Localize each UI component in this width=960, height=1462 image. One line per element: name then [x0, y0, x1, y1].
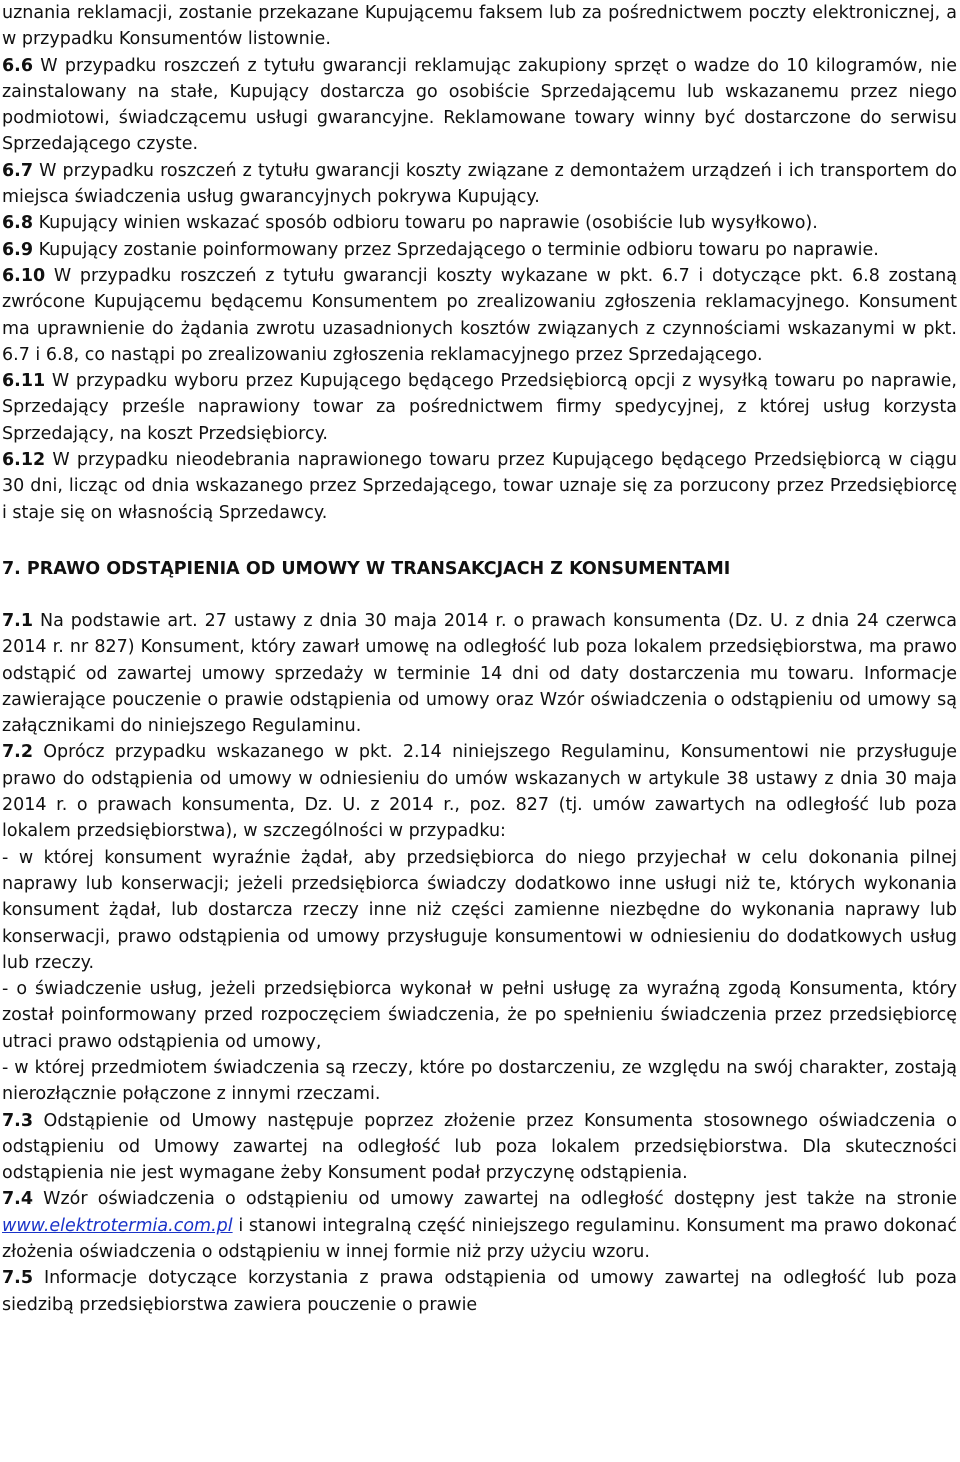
clause-6-10 — [2, 263, 957, 368]
clause-text: W przypadku nieodebrania naprawionego towaru przez Kupującego będącego Przedsiębiorcą w ciągu 30 dni, licząc od dnia wskazanego przez Sprzedającego, towar uznaje się za porzucony przez Przedsiębiorcę i staje się on własnością Sprzedawcy. — [2, 450, 957, 523]
clause-7-5 — [2, 1265, 957, 1318]
clause-number: 6.11 — [2, 371, 46, 392]
list-item: - w której przedmiotem świadczenia są rzeczy, które po dostarczeniu, ze względu na swój charakter, zostają nierozłącznie połączone z innymi rzeczami. — [2, 1057, 957, 1105]
clause-text: Kupujący zostanie poinformowany przez Sprzedającego o terminie odbioru towaru po naprawie. — [33, 239, 879, 260]
clause-text: Informacje dotyczące korzystania z prawa odstąpienia od umowy zawartej na odległość lub poza siedzibą przedsiębiorstwa zawiera pouczenie o prawie — [2, 1268, 957, 1315]
clause-7-4 — [2, 1186, 957, 1265]
clause-number: 7.1 — [2, 610, 34, 631]
clause-number: 7.3 — [2, 1110, 34, 1131]
clause-text: W przypadku roszczeń z tytułu gwarancji koszty wykazane w pkt. 6.7 i dotyczące pkt. 6.8 zostaną zwrócone Kupującemu będącemu Konsumentem po zrealizowaniu zgłoszenia reklamacyjnego. Konsument ma uprawnienie do żądania zwrotu uzasadnionych kosztów związanych z czynnościami wskazanymi w pkt. 6.7 i 6.8, co nastąpi po zrealizowaniu zgłoszenia reklamacyjnego przez Sprzedającego. — [2, 265, 957, 365]
clause-text: i stanowi integralną część niniejszego regulaminu. Konsument ma prawo dokonać złożenia oświadczenia o odstąpieniu w innej formie niż przy użyciu wzoru. — [2, 1215, 957, 1263]
clause-6-6 — [2, 53, 957, 158]
clause-number: 6.7 — [2, 160, 34, 181]
clause-text: Odstąpienie od Umowy następuje poprzez złożenie przez Konsumenta stosownego oświadczenia o odstąpieniu od Umowy zawartej na odległość lub poza lokalem przedsiębiorstwa. Dla skuteczności odstąpienia nie jest wymagane żeby Konsument podał przyczynę odstąpienia. — [2, 1110, 957, 1184]
clause-7-3 — [2, 1108, 957, 1187]
clause-6-11 — [2, 368, 957, 447]
clause-text: Oprócz przypadku wskazanego w pkt. 2.14 niniejszego Regulaminu, Konsumentowi nie przysługuje prawo do odstąpienia od umowy w odniesieniu do umów wskazanych w artykule 38 ustawy z dnia 30 maja 2014 r. o prawach konsumenta, Dz. U. z 2014 r., poz. 827 (tj. umów zawartych na odległość lub poza lokalem przedsiębiorstwa), w szczególności w przypadku: — [2, 742, 957, 842]
clause-6-8 — [2, 210, 957, 236]
clause-number: 7.2 — [2, 742, 34, 763]
clause-7-1 — [2, 608, 957, 739]
clause-text: Kupujący winien wskazać sposób odbioru towaru po naprawie (osobiście lub wysyłkowo). — [33, 213, 818, 234]
clause-number: 7.5 — [2, 1268, 34, 1289]
clause-text: W przypadku wyboru przez Kupującego będącego Przedsiębiorcą opcji z wysyłką towaru po naprawie, Sprzedający prześle naprawiony towar za pośrednictwem firmy spedycyjnej, z której usług korzysta Sprzedający, na koszt Przedsiębiorcy. — [2, 371, 957, 444]
list-item: - w której konsument wyraźnie żądał, aby przedsiębiorca do niego przyjechał w celu dokonania pilnej naprawy lub konserwacji; jeżeli przedsiębiorca świadczy dodatkowo inne usługi niż te, których wykonania konsument żądał, lub dostarcza rzeczy inne niż części zamienne niezbędne do wykonania naprawy lub konserwacji, prawo odstąpienia od umowy przysługuje konsumentowi w odniesieniu do dodatkowych usług lub rzeczy. — [2, 847, 957, 973]
clause-number: 6.10 — [2, 265, 46, 286]
section-heading: 7. PRAWO ODSTĄPIENIA OD UMOWY W TRANSAKCJACH Z KONSUMENTAMI — [2, 558, 731, 579]
clause-text: Wzór oświadczenia o odstąpieniu od umowy zawartej na odległość dostępny jest także na stronie — [33, 1189, 957, 1210]
clause-text: W przypadku roszczeń z tytułu gwarancji koszty związane z demontażem urządzeń i ich transportem do miejsca świadczenia usług gwarancyjnych pokrywa Kupujący. — [2, 160, 957, 208]
list-item: - o świadczenie usług, jeżeli przedsiębiorca wykonał w pełni usługę za wyraźną zgodą Konsumenta, który został poinformowany przed rozpoczęciem świadczenia, że po spełnieniu świadczenia przez przedsiębiorcę utraci prawo odstąpienia od umowy, — [2, 979, 957, 1052]
clause-number: 6.8 — [2, 213, 34, 234]
paragraph-continuation: uznania reklamacji, zostanie przekazane Kupującemu faksem lub za pośrednictwem poczty elektronicznej, a w przypadku Konsumentów listownie. — [2, 3, 957, 50]
clause-number: 6.9 — [2, 239, 34, 260]
clause-text: Na podstawie art. 27 ustawy z dnia 30 maja 2014 r. o prawach konsumenta (Dz. U. z dnia 24 czerwca 2014 r. nr 827) Konsument, który zawarł umowę na odległość lub poza lokalem przedsiębiorstwa, ma prawo odstąpić od zawartej umowy sprzedaży w terminie 14 dni od daty dostarczenia mu towaru. Informacje zawierające pouczenie o prawie odstąpienia od umowy oraz Wzór oświadczenia o odstąpieniu od umowy są załącznikami do niniejszego Regulaminu. — [2, 610, 957, 737]
clause-7-2 — [2, 739, 957, 844]
clause-6-9 — [2, 237, 957, 263]
clause-number: 6.12 — [2, 450, 46, 471]
clause-text: W przypadku roszczeń z tytułu gwarancji reklamując zakupiony sprzęt o wadze do 10 kilogramów, nie zainstalowany na stałe, Kupujący dostarcza go osobiście Sprzedającemu lub wskazanemu przez niego podmiotowi, świadczącemu usługi gwarancyjne. Reklamowane towary winny być dostarczone do serwisu Sprzedającego czyste. — [2, 55, 957, 155]
clause-number: 6.6 — [2, 55, 34, 76]
clause-6-7 — [2, 158, 957, 211]
clause-number: 7.4 — [2, 1189, 34, 1210]
clause-6-12 — [2, 447, 957, 526]
website-link[interactable]: www.elektrotermia.com.pl — [2, 1215, 233, 1236]
